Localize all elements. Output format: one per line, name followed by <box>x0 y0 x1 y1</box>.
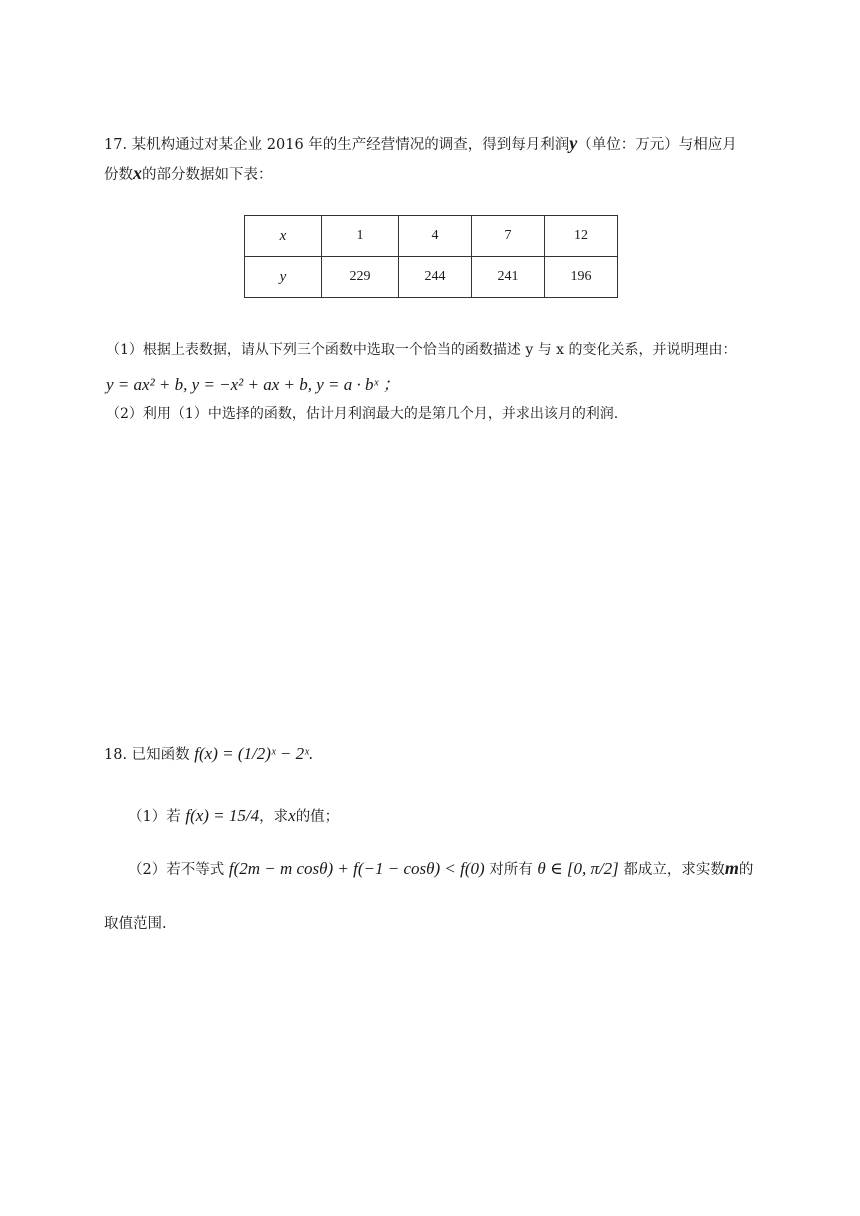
table-cell: 12 <box>545 216 618 257</box>
q17-part1: （1）根据上表数据，请从下列三个函数中选取一个恰当的函数描述 y 与 x 的变化关系，并说明理由： <box>106 342 737 358</box>
q18-intro-line <box>104 744 313 765</box>
q17-part2: （2）利用（1）中选择的函数，估计月利润最大的是第几个月，并求出该月的利润. <box>106 406 619 422</box>
q18-part2-line2: 取值范围. <box>104 916 167 932</box>
q18-part1-text-c: 的值； <box>295 809 340 825</box>
table-row-x <box>245 216 618 257</box>
q17-line2 <box>104 163 273 185</box>
table-cell: 244 <box>399 257 472 298</box>
q18-part2-text-b: 对所有 <box>489 862 533 878</box>
var-x: x <box>288 806 296 825</box>
q18-part2 <box>128 858 753 880</box>
q17-intro-text: 17. 某机构通过对某企业 2016 年的生产经营情况的调查，得到每月利润 <box>104 137 570 153</box>
q18-part1-equation: f(x) = 15/4 <box>185 806 260 825</box>
q17-candidate-functions: y = ax² + b, y = −x² + ax + b, y = a · bˣ ； <box>106 375 400 394</box>
table-cell: 196 <box>545 257 618 298</box>
table-header-y: y <box>245 257 322 298</box>
q18-inequality: f(2m − m cosθ) + f(−1 − cosθ) < f(0) <box>228 859 485 878</box>
q18-theta-range: θ ∈ [0, π/2] <box>537 859 619 878</box>
table-cell: 241 <box>472 257 545 298</box>
table-cell: 4 <box>399 216 472 257</box>
table-cell: 1 <box>322 216 399 257</box>
q17-line2-text-a: 份数 <box>104 167 133 183</box>
q18-part1 <box>128 806 339 827</box>
q17-line2-text-b: 的部分数据如下表： <box>142 167 273 183</box>
table-cell: 229 <box>322 257 399 298</box>
q18-function-definition: f(x) = (1/2)ˣ − 2ˣ. <box>194 744 314 763</box>
q18-part1-text-b: ，求 <box>259 809 289 825</box>
q18-part2-text-a: （2）若不等式 <box>128 862 225 878</box>
q17-unit-text: （单位：万元）与相应月 <box>577 137 737 153</box>
var-m: m <box>724 858 739 878</box>
var-x: x <box>133 163 142 183</box>
q17-data-table <box>244 215 618 298</box>
table-row-y <box>245 257 618 298</box>
var-y: y <box>569 133 578 153</box>
table-cell: 7 <box>472 216 545 257</box>
q18-part2-text-c: 都成立，求实数 <box>623 862 725 878</box>
q18-intro-text: 18. 已知函数 <box>104 747 190 763</box>
q18-part1-text-a: （1）若 <box>128 809 181 825</box>
table-header-x: x <box>245 216 322 257</box>
q18-part2-text-d: 的 <box>738 862 754 878</box>
q17-line1 <box>104 133 737 155</box>
